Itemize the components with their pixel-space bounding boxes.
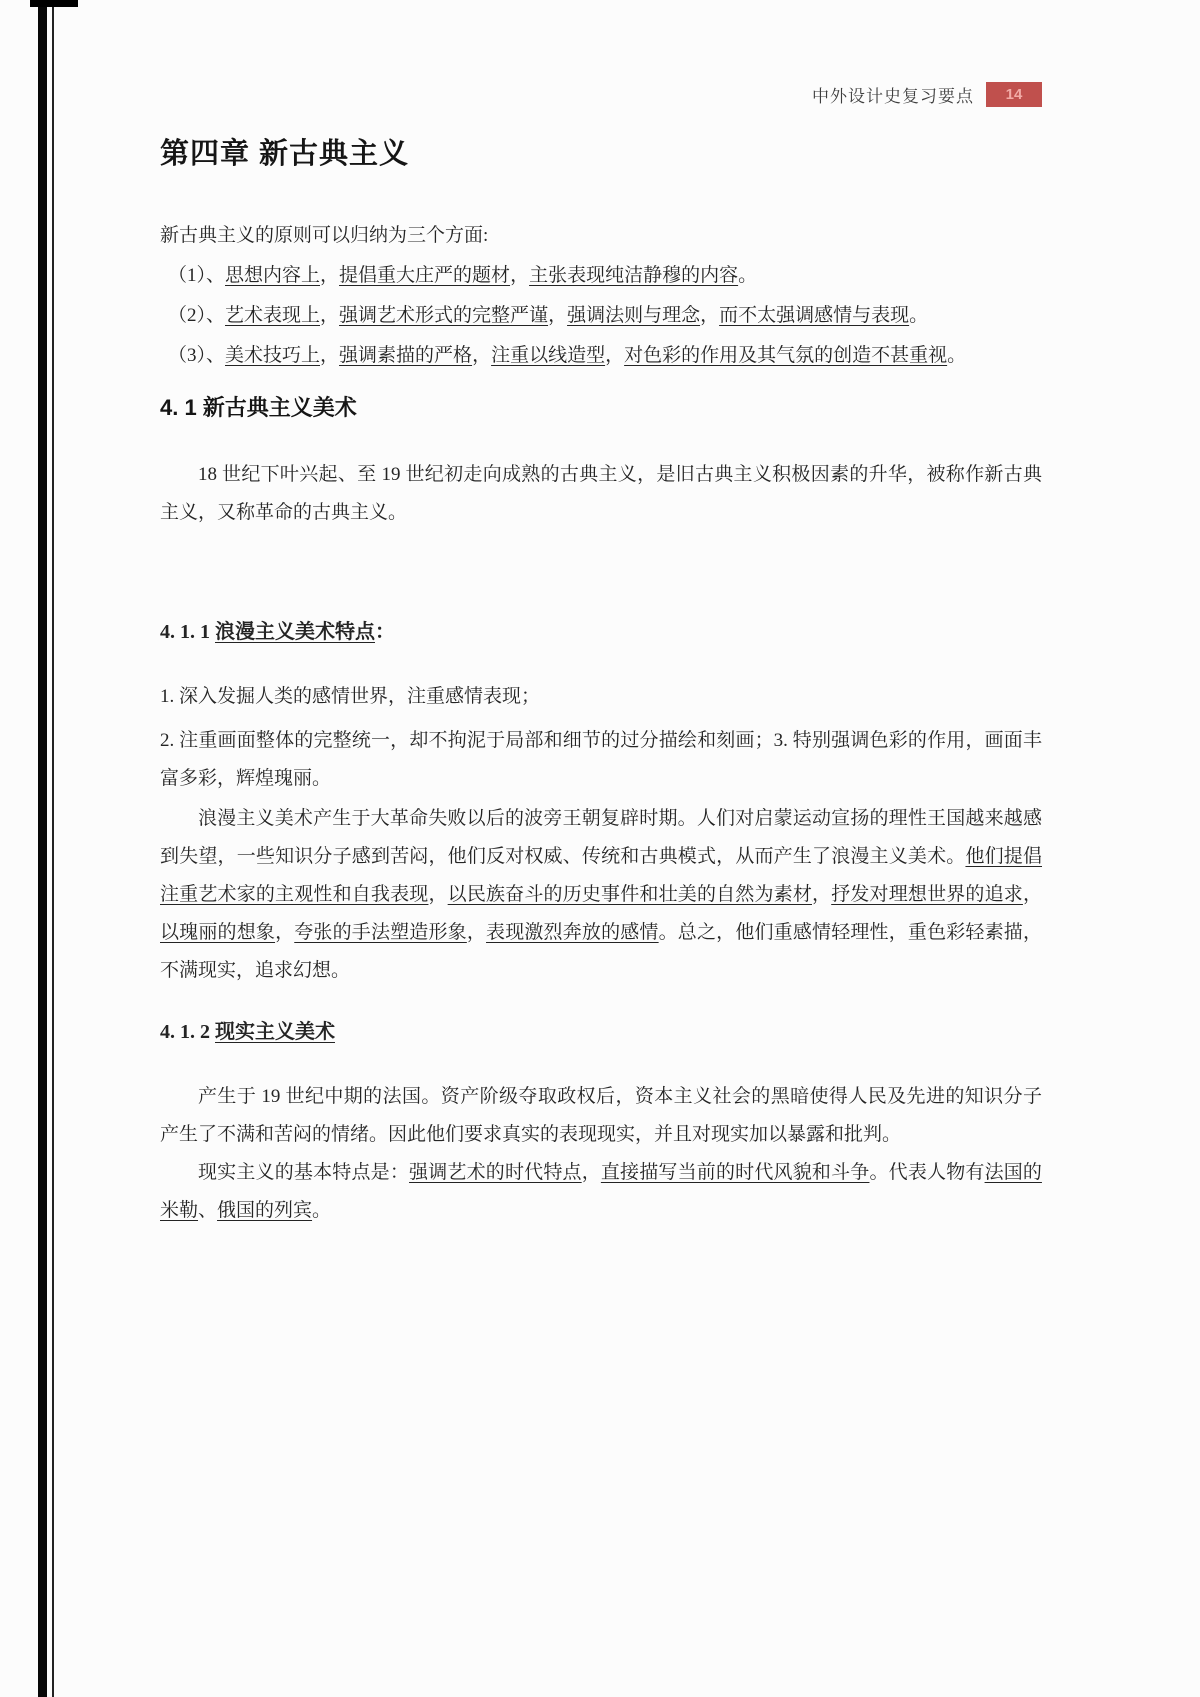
paragraph-4-1: 18 世纪下叶兴起、至 19 世纪初走向成熟的古典主义，是旧古典主义积极因素的升华，被称作新古典主义，又称革命的古典主义。 [160, 464, 1042, 523]
page-number-badge: 14 [986, 82, 1042, 107]
underlined-text: 法国的米勒 [160, 1162, 1042, 1221]
intro-lead: 新古典主义的原则可以归纳为三个方面: [160, 225, 489, 246]
intro-item-3 [160, 336, 1042, 376]
text-run: 现实主义的基本特点是： [198, 1162, 410, 1183]
text-run: ， [466, 922, 487, 943]
underlined-text: 美术技巧上 [225, 345, 321, 366]
text-run: 。 [947, 345, 967, 366]
text-run: 。 [909, 305, 929, 326]
text-run: ： [375, 621, 395, 643]
underlined-text: 现实主义美术 [215, 1021, 335, 1043]
underlined-text: 对色彩的作用及其气氛的创造不甚重视 [624, 345, 948, 366]
underlined-text: 以民族奋斗的历史事件和壮美的自然为素材 [447, 884, 812, 905]
paragraph-4-1-2-second [160, 1154, 1042, 1230]
romanticism-point-1: 1. 深入发掘人类的感情世界，注重感情表现； [160, 686, 541, 707]
underlined-text: 强调法则与理念 [567, 305, 701, 326]
page-content [160, 136, 1042, 1230]
underlined-text: 强调素描的严格 [339, 345, 473, 366]
page-header [160, 82, 1042, 107]
text-run: 4. 1. 2 [160, 1021, 215, 1043]
intro-item-2 [160, 296, 1042, 336]
underlined-text: 主张表现纯洁静穆的内容 [529, 265, 739, 286]
text-run: ， [581, 1162, 601, 1183]
text-run: ， [320, 345, 340, 366]
text-run: ， [812, 884, 832, 905]
text-run: ， [320, 305, 340, 326]
section-heading-4-1: 4. 1 新古典主义美术 [160, 395, 357, 420]
underlined-text: 俄国的列宾 [217, 1200, 313, 1221]
underlined-text: 浪漫主义美术特点 [215, 621, 375, 643]
section-heading-4-1-2 [160, 1012, 1042, 1052]
text-run: （1）、 [168, 265, 226, 286]
scan-corner-mark [30, 0, 78, 7]
underlined-text: 直接描写当前的时代风貌和斗争 [600, 1162, 870, 1183]
text-run: ， [700, 305, 720, 326]
text-run: 4. 1. 1 [160, 621, 215, 643]
text-run: 。 [312, 1200, 332, 1221]
booklet-title: 中外设计史复习要点 [812, 87, 974, 106]
text-run: 。代表人物有 [869, 1162, 985, 1183]
romanticism-point-2: 2. 注重画面整体的完整统一，却不拘泥于局部和细节的过分描绘和刻画；3. 特别强调色彩的作用，画面丰富多彩，辉煌瑰丽。 [160, 730, 1042, 789]
text-run: ， [428, 884, 448, 905]
underlined-text: 思想内容上 [225, 265, 321, 286]
text-run: （2）、 [168, 305, 226, 326]
text-run: ， [548, 305, 568, 326]
text-run: （3）、 [168, 345, 226, 366]
underlined-text: 而不太强调感情与表现 [719, 305, 910, 326]
text-run: 。总之，他们重感情轻理性，重色彩轻素描，不满现实，追求幻想。 [160, 922, 1042, 981]
underlined-text: 夸张的手法塑造形象 [294, 922, 467, 943]
chapter-title: 第四章 新古典主义 [160, 138, 410, 170]
underlined-text: 他们提倡注重艺术家的主观性和自我表现 [160, 846, 1042, 905]
section-heading-4-1-1 [160, 612, 1042, 652]
text-run: ， [605, 345, 625, 366]
text-run: ， [472, 345, 492, 366]
text-run: ， [275, 922, 295, 943]
underlined-text: 表现激烈奔放的感情 [486, 922, 659, 943]
text-run: 。 [738, 265, 758, 286]
intro-item-1 [160, 256, 1042, 296]
underlined-text: 艺术表现上 [225, 305, 321, 326]
underlined-text: 抒发对理想世界的追求 [831, 884, 1023, 905]
underlined-text: 提倡重大庄严的题材 [339, 265, 511, 286]
text-run: ， [510, 265, 530, 286]
underlined-text: 以瑰丽的想象 [160, 922, 276, 943]
underlined-text: 强调艺术形式的完整严谨 [339, 305, 549, 326]
underlined-text: 强调艺术的时代特点 [409, 1162, 582, 1183]
text-run: ， [1022, 884, 1042, 905]
scan-left-border-thick [38, 0, 47, 1697]
paragraph-4-1-1 [160, 800, 1042, 990]
paragraph-4-1-2-first: 产生于 19 世纪中期的法国。资产阶级夺取政权后，资本主义社会的黑暗使得人民及先进的知识分子产生了不满和苦闷的情绪。因此他们要求真实的表现现实，并且对现实加以暴露和批判。 [160, 1086, 1042, 1145]
scan-left-border-thin [52, 0, 54, 1697]
text-run: ， [320, 265, 340, 286]
text-run: 、 [198, 1200, 218, 1221]
underlined-text: 注重以线造型 [491, 345, 606, 366]
text-run: 浪漫主义美术产生于大革命失败以后的波旁王朝复辟时期。人们对启蒙运动宣扬的理性王国越来越感到失望，一些知识分子感到苦闷，他们反对权威、传统和古典模式，从而产生了浪漫主义美术。 [160, 808, 1042, 867]
